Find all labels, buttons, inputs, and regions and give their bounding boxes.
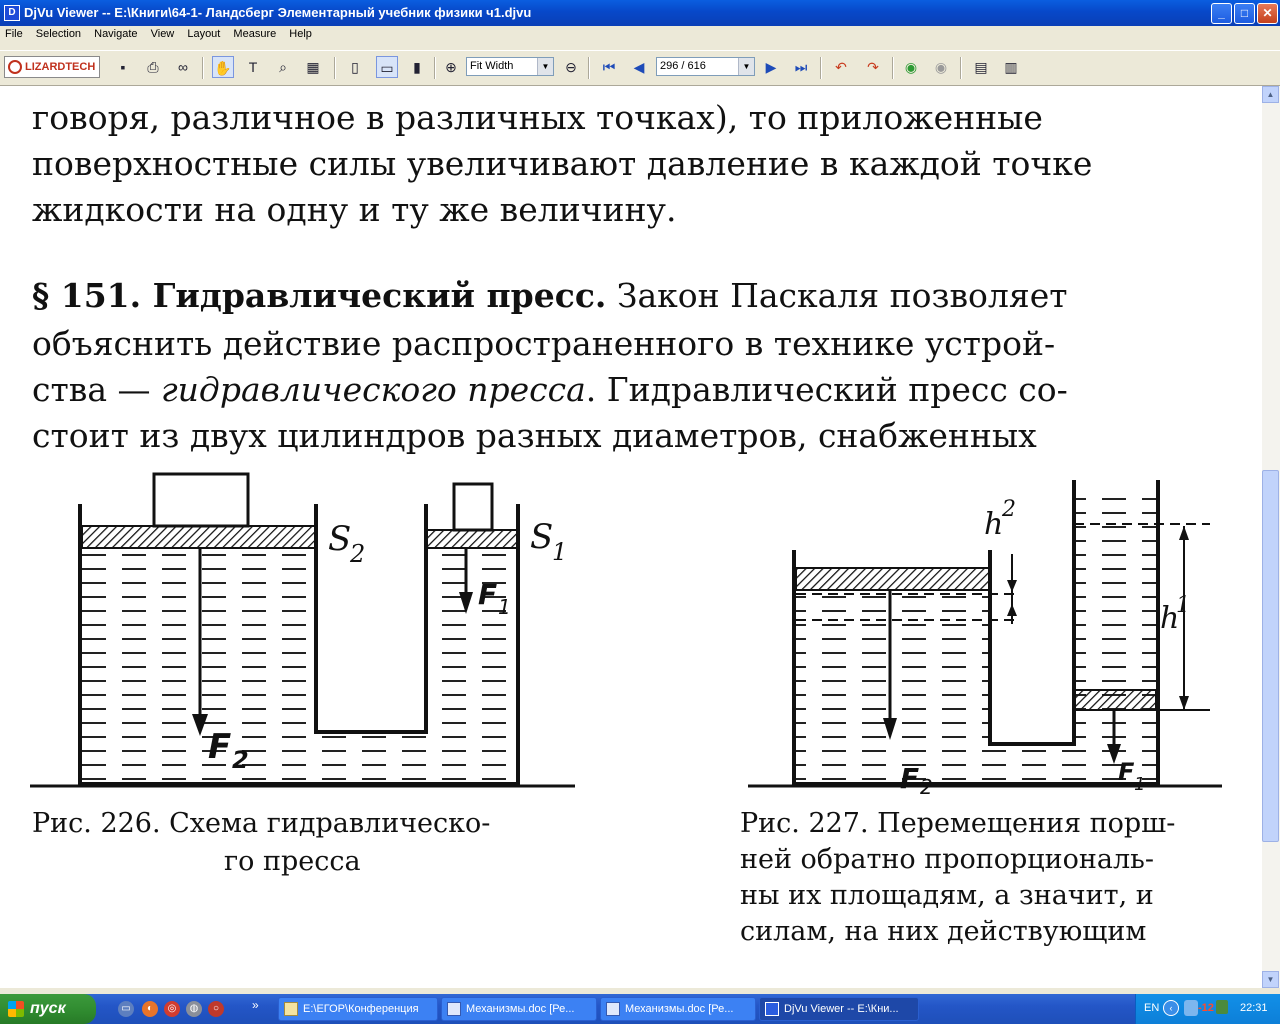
- system-tray: [1135, 994, 1280, 1024]
- menu-selection[interactable]: Selection: [35, 28, 82, 40]
- scroll-up-icon[interactable]: ▲: [1262, 86, 1279, 103]
- toolbar-separator: [820, 57, 822, 79]
- security-shield-icon[interactable]: [1184, 1000, 1198, 1016]
- maximize-button[interactable]: □: [1234, 3, 1255, 24]
- label-h2: h: [984, 507, 1004, 542]
- page-select[interactable]: [656, 57, 755, 76]
- close-button[interactable]: ✕: [1257, 3, 1278, 24]
- label-f2-sub: 2: [232, 746, 249, 774]
- thumbnails-icon[interactable]: ▤: [974, 59, 988, 75]
- chrome-icon[interactable]: ◎: [164, 1001, 180, 1017]
- minimize-button[interactable]: _: [1211, 3, 1232, 24]
- rotate-right-icon[interactable]: ↷: [867, 59, 879, 75]
- task-label: Механизмы.doc [Ре...: [466, 1003, 575, 1015]
- caption-227-line: ны их площадям, а значит, и: [740, 880, 1154, 911]
- window-title: DjVu Viewer -- E:\Книги\64-1- Ландсберг Элементарный учебник физики ч1.djvu: [24, 5, 532, 20]
- toolbar-separator: [202, 57, 204, 79]
- page-value: 296 / 616: [660, 60, 706, 72]
- clock[interactable]: 22:31: [1240, 1002, 1268, 1014]
- caption-226-line: Рис. 226. Схема гидравлическо-: [32, 808, 491, 839]
- toolbar-separator: [892, 57, 894, 79]
- vertical-scrollbar[interactable]: [1262, 86, 1280, 988]
- text-line: жидкости на одну и ту же величину.: [32, 190, 677, 229]
- lizardtech-mark-icon: [8, 60, 22, 74]
- next-page-icon[interactable]: ▶: [765, 59, 777, 75]
- label-s2: S: [328, 519, 352, 559]
- label-h1-sub: 1: [1176, 593, 1190, 618]
- zoom-value: Fit Width: [470, 60, 514, 72]
- label-s1: S: [530, 517, 554, 557]
- quicklaunch-more-icon[interactable]: »: [252, 998, 259, 1012]
- firefox-icon[interactable]: ◐: [142, 1001, 158, 1017]
- caption-227-line: Рис. 227. Перемещения порш-: [740, 808, 1176, 839]
- word-doc-icon: [606, 1002, 620, 1016]
- label-f2: F: [208, 727, 232, 767]
- single-page-icon[interactable]: ▯: [351, 59, 359, 75]
- text-line: объяснить действие распространенного в технике устрой-: [32, 324, 1056, 363]
- label-f1-sub: 1: [1134, 774, 1146, 794]
- djvu-app-icon: [765, 1002, 779, 1016]
- language-indicator[interactable]: EN: [1144, 1002, 1160, 1014]
- lizardtech-logo[interactable]: [4, 56, 100, 78]
- show-desktop-icon[interactable]: ▭: [118, 1001, 134, 1017]
- save-icon[interactable]: ▪: [120, 59, 126, 75]
- caption-227-line: ней обратно пропорциональ-: [740, 844, 1154, 875]
- text-line: стоит из двух цилиндров разных диаметров, снабженных: [32, 416, 1037, 455]
- zoom-tool-icon[interactable]: ⌕: [279, 59, 287, 75]
- hand-tool-icon[interactable]: ✋: [212, 56, 234, 78]
- menu-bar: [0, 26, 1280, 44]
- text-span: ства —: [32, 370, 161, 409]
- chevron-down-icon[interactable]: ▼: [537, 58, 553, 75]
- toolbar-separator: [334, 57, 336, 79]
- menu-view[interactable]: View: [150, 28, 175, 40]
- text-line: говоря, различное в различных точках), то приложенные: [32, 98, 1043, 137]
- section-line: [32, 370, 1068, 409]
- task-label: DjVu Viewer -- E:\Кни...: [784, 1003, 899, 1015]
- toolbar-separator: [588, 57, 590, 79]
- windows-flag-icon: [8, 1001, 24, 1017]
- text-span: . Гидравлический пресс со-: [585, 370, 1068, 409]
- scroll-down-icon[interactable]: ▼: [1262, 971, 1279, 988]
- continuous-page-icon[interactable]: ▭: [376, 56, 398, 78]
- italic-term: гидравлического пресса: [160, 370, 586, 409]
- task-word-document[interactable]: [441, 997, 597, 1021]
- text-span: Закон Паскаля позволяет: [606, 276, 1068, 315]
- menu-layout[interactable]: Layout: [187, 28, 221, 40]
- task-word-document[interactable]: [600, 997, 756, 1021]
- start-label: пуск: [30, 1000, 66, 1017]
- caption-226-line: го пресса: [224, 846, 361, 877]
- label-f2-sub: 2: [920, 775, 933, 794]
- menu-measure[interactable]: Measure: [233, 28, 277, 40]
- tray-collapse-icon[interactable]: ‹: [1163, 1000, 1179, 1016]
- document-viewport[interactable]: [0, 86, 1262, 988]
- label-s1-sub: 1: [552, 538, 568, 566]
- word-doc-icon: [447, 1002, 461, 1016]
- label-f1-sub: 1: [498, 595, 511, 619]
- logo-text: LIZARDTECH: [25, 61, 96, 73]
- label-f2: F: [900, 762, 920, 794]
- text-select-icon[interactable]: T: [248, 59, 258, 75]
- zoom-select[interactable]: [466, 57, 554, 76]
- print-icon[interactable]: ⎙: [147, 59, 159, 75]
- start-button[interactable]: [0, 994, 96, 1024]
- chevron-down-icon[interactable]: ▼: [738, 58, 754, 75]
- menu-help[interactable]: Help: [289, 28, 312, 40]
- task-label: E:\ЕГОР\Конференция: [303, 1003, 419, 1015]
- figure-227-piston-displacement: [740, 464, 1240, 794]
- section-heading: § 151. Гидравлический пресс.: [32, 276, 607, 315]
- toolbar-separator: [960, 57, 962, 79]
- task-explorer-folder[interactable]: [278, 997, 438, 1021]
- toolbar-separator: [434, 57, 436, 79]
- opera-icon[interactable]: ○: [208, 1001, 224, 1017]
- title-bar[interactable]: [0, 0, 1280, 26]
- taskbar: [0, 994, 1280, 1024]
- forward-icon[interactable]: ◉: [934, 59, 948, 75]
- figure-226-hydraulic-press: [0, 464, 640, 794]
- zoom-out-icon[interactable]: ⊖: [565, 59, 577, 75]
- task-djvu-viewer[interactable]: [759, 997, 919, 1021]
- scrollbar-thumb[interactable]: [1262, 470, 1279, 842]
- previous-page-icon[interactable]: ◀: [633, 59, 645, 75]
- label-h2-sub: 2: [1002, 497, 1016, 522]
- caption-227-line: силам, на них действующим: [740, 916, 1147, 947]
- zoom-in-icon[interactable]: ⊕: [445, 59, 457, 75]
- facing-pages-icon[interactable]: ▮: [413, 59, 421, 75]
- task-label: Механизмы.doc [Ре...: [625, 1003, 734, 1015]
- section-line: [32, 276, 1068, 315]
- first-page-icon[interactable]: ⏮: [602, 59, 616, 75]
- label-f1: F: [1118, 758, 1135, 786]
- rotate-left-icon[interactable]: ↶: [835, 59, 847, 75]
- text-line: поверхностные силы увеличивают давление в каждой точке: [32, 144, 1093, 183]
- menu-navigate[interactable]: Navigate: [94, 28, 138, 40]
- region-select-icon[interactable]: ▦: [306, 59, 320, 75]
- find-binoculars-icon[interactable]: ∞: [178, 59, 188, 75]
- menu-file[interactable]: File: [5, 28, 23, 40]
- last-page-icon[interactable]: ⏭: [794, 59, 808, 75]
- folder-icon: [284, 1002, 298, 1016]
- djvu-app-icon: D: [4, 5, 20, 21]
- label-h1: h: [1160, 601, 1180, 636]
- back-icon[interactable]: ◉: [904, 59, 918, 75]
- label-s2-sub: 2: [350, 540, 366, 568]
- quicklaunch-app-icon[interactable]: ◍: [186, 1001, 202, 1017]
- label-f1: F: [478, 578, 498, 611]
- page-panel-icon[interactable]: ▥: [1004, 59, 1018, 75]
- network-icon[interactable]: [1216, 1000, 1228, 1014]
- temperature-indicator[interactable]: -12: [1198, 1002, 1214, 1014]
- toolbar: [0, 50, 1280, 86]
